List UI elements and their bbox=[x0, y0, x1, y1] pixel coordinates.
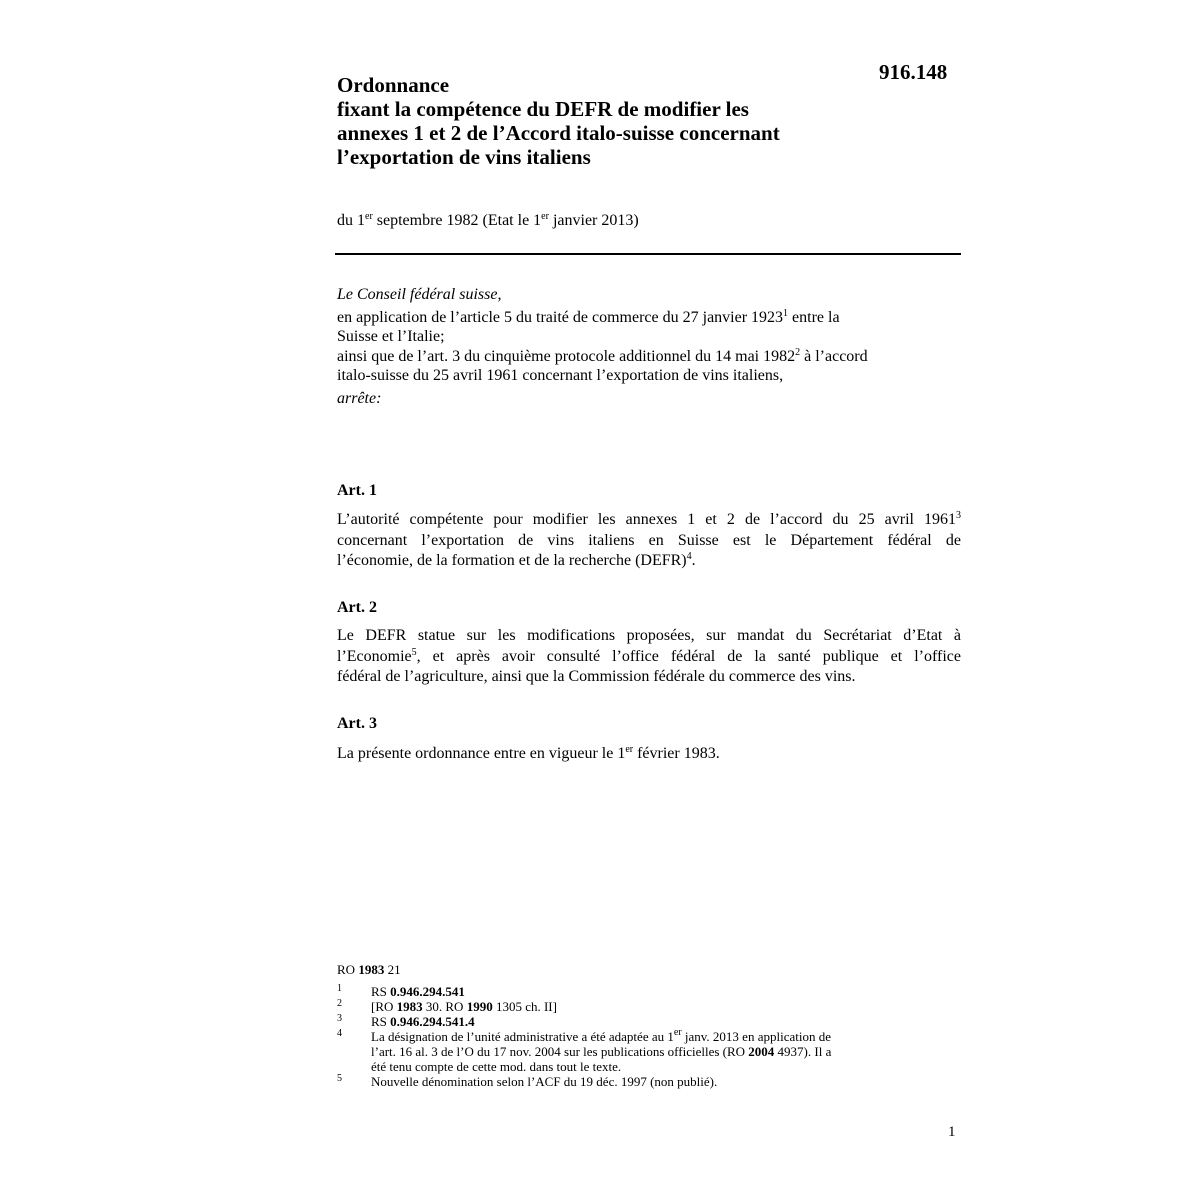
footnotes bbox=[337, 984, 947, 1089]
footnote-number: 1 bbox=[337, 983, 342, 994]
footnote-ref[interactable]: 1 bbox=[783, 307, 789, 319]
footnote: 3 RS 0.946.294.541.4 bbox=[337, 1013, 475, 1029]
footnote-ref[interactable]: 4 bbox=[686, 551, 692, 562]
article-2-body: Le DEFR statue sur les modifications proposées, sur mandat du Secrétariat d’Etat à l’Economie$^5$, et après avoir consulté l’office fédéral de la santé publique et l’office fédéral de l’agriculture, ainsi que la Commission fédérale du commerce des vins. bbox=[337, 627, 961, 685]
article-1-body: L’autorité compétente pour modifier les annexes 1 et 2 de l’accord du 25 avril 1961$^3$ concernant l’exportation de vins italiens en Suisse est le Département fédéral de l’économie, de la formation et de la recherche (DEFR)$^4$. bbox=[337, 510, 961, 569]
title-line: Ordonnance bbox=[337, 73, 450, 97]
title-line: l’exportation de vins italiens bbox=[337, 145, 591, 169]
page-number: 1 bbox=[948, 1124, 956, 1140]
preamble-line: Suisse et l’Italie; bbox=[337, 328, 445, 345]
title-line: annexes 1 et 2 de l’Accord italo-suisse concernant bbox=[337, 121, 780, 145]
footnote-number: 5 bbox=[337, 1073, 342, 1084]
preamble-line: ainsi que de l’art. 3 du cinquième protocole additionnel du 14 mai 1982$^2$ à l’accord bbox=[337, 346, 868, 365]
article-3-title: Art. 3 bbox=[337, 715, 377, 732]
document-title bbox=[337, 73, 897, 169]
footnote-ref[interactable]: 2 bbox=[795, 346, 801, 358]
preamble-decision: arrête: bbox=[337, 389, 382, 407]
footnote-ref[interactable]: 5 bbox=[411, 646, 417, 658]
footnote: 4 La désignation de l’unité administrative a été adaptée au 1er janv. 2013 en application de l’art. 16 al. 3 de l’O du 17 nov. 2004 sur les publications officielles (RO 2004 4937). Il a été tenu compte de cette mod. dans tout le texte. bbox=[337, 1027, 832, 1074]
article-3-body: La présente ordonnance entre en vigueur le 1er février 1983. bbox=[337, 744, 720, 762]
footnote-ref[interactable]: 3 bbox=[956, 510, 961, 521]
article-1-title: Art. 1 bbox=[337, 482, 377, 499]
title-line: fixant la compétence du DEFR de modifier les bbox=[337, 97, 749, 121]
footnote: 2 [RO 1983 30. RO 1990 1305 ch. II] bbox=[337, 998, 557, 1014]
preamble bbox=[337, 285, 961, 408]
footnote-number: 2 bbox=[337, 998, 342, 1009]
footnote-number: 3 bbox=[337, 1013, 342, 1024]
preamble-line: italo-suisse du 25 avril 1961 concernant l’exportation de vins italiens, bbox=[337, 367, 784, 384]
footnote: 1 RS 0.946.294.541 bbox=[337, 983, 465, 999]
document-date: du 1er septembre 1982 (Etat le 1er janvier 2013) bbox=[337, 211, 639, 229]
preamble-authority: Le Conseil fédéral suisse, bbox=[337, 286, 502, 303]
title-divider bbox=[335, 253, 961, 255]
publication-reference: RO 1983 21 bbox=[337, 962, 401, 977]
footnote: 5 Nouvelle dénomination selon l’ACF du 19 déc. 1997 (non publié). bbox=[337, 1073, 718, 1089]
footnote-number: 4 bbox=[337, 1028, 342, 1039]
preamble-line: en application de l’article 5 du traité de commerce du 27 janvier 1923$^1$ entre la bbox=[337, 307, 840, 326]
article-2-title: Art. 2 bbox=[337, 599, 377, 616]
systematic-number: 916.148 bbox=[879, 60, 948, 84]
